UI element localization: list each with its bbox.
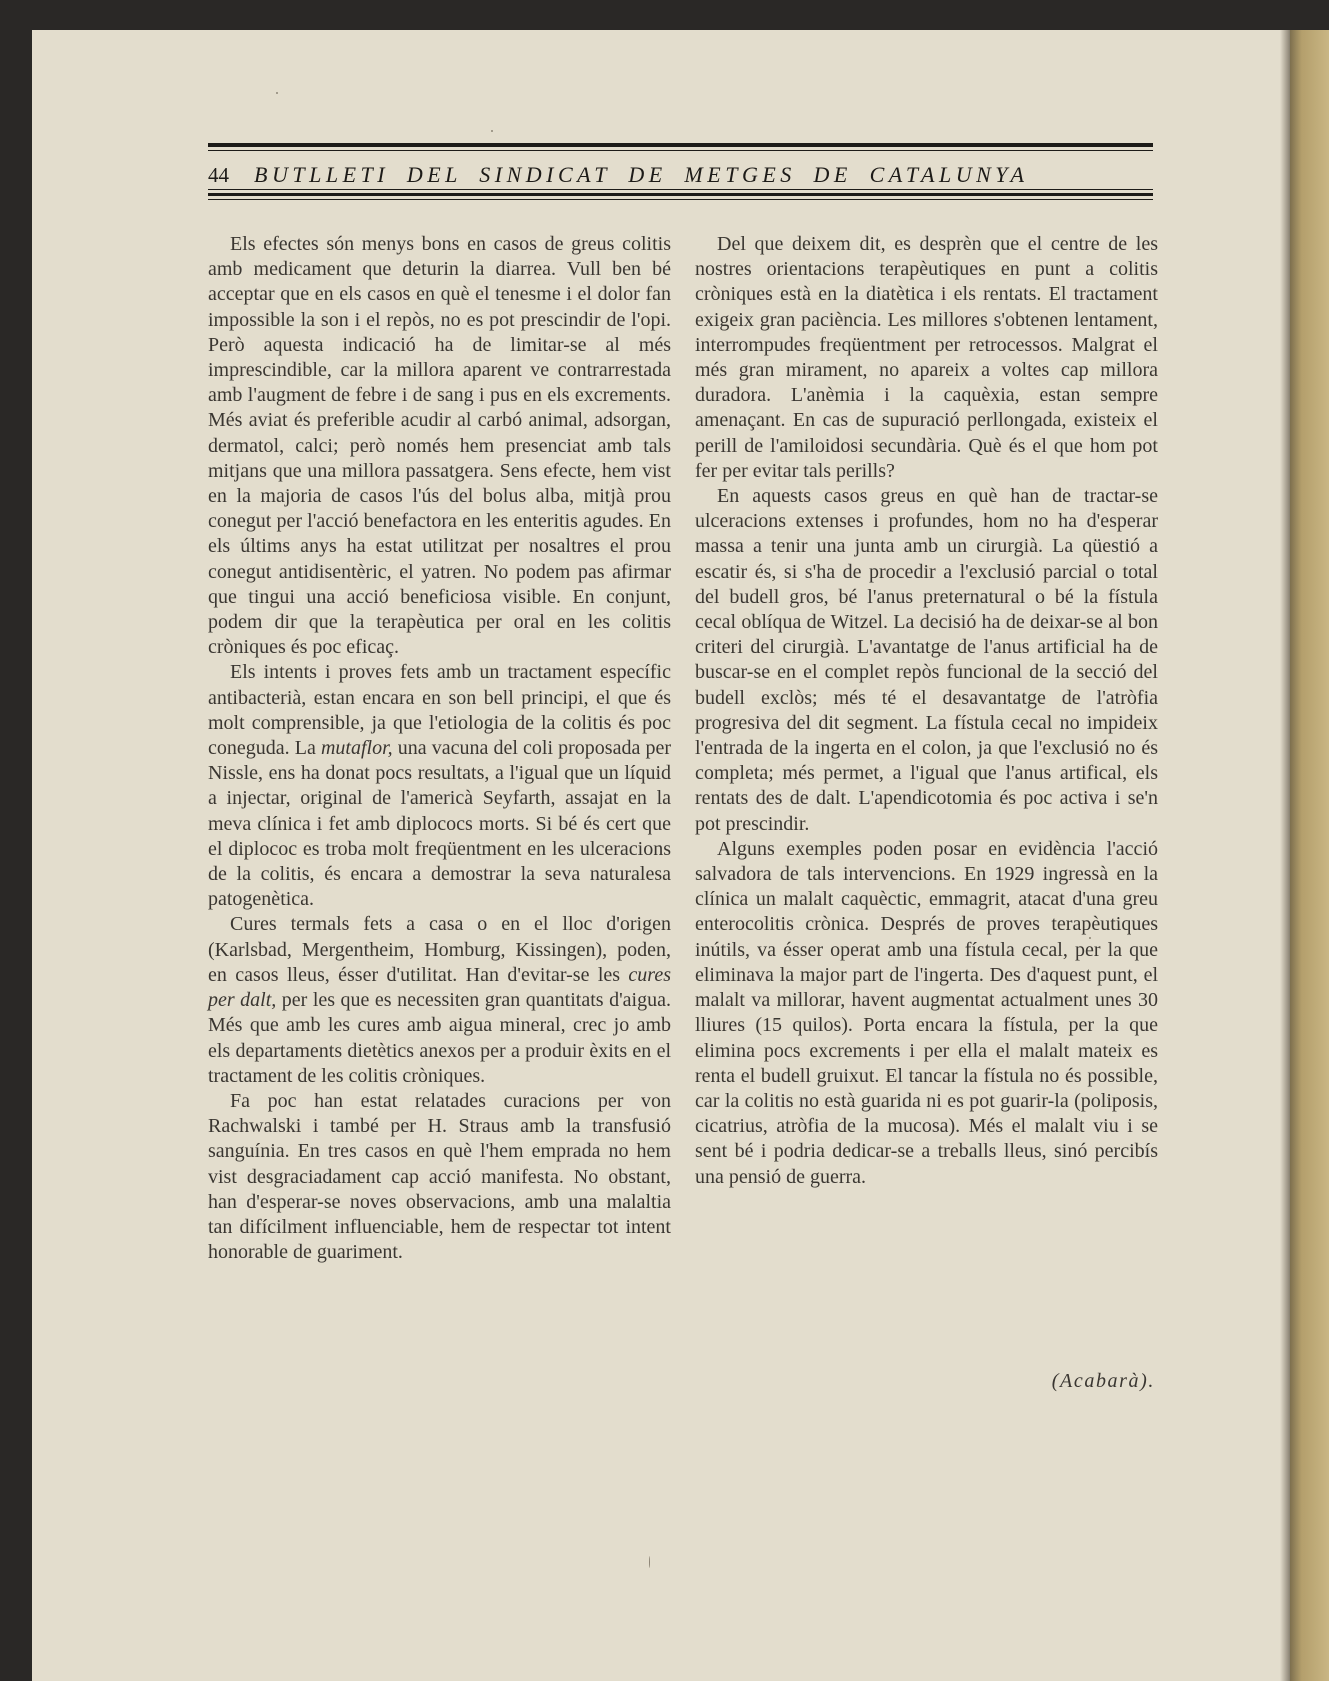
paragraph-text: Els efectes són menys bons en casos de greus colitis amb medicament que deturin la diarrea. Vull ben bé acceptar que en els casos en què el tenesme i el dolor fan impossible la son i el repòs, no es pot prescindir de l'opi. Però aquesta indicació ha de limitar-se al més imprescindible, car la millora aparent ve contrarrestada amb l'augment de febre i de sang i pus en els excrements. Més aviat és preferible acudir al carbó animal, adsorgan, dermatol, calci; però només hem presenciat amb tals mitjans que una millora passatgera. Sens efecte, hem vist en la majoria de casos l'ús del bolus alba, mitjà prou conegut per l'acció benefactora en les enteritis agudes. En els últims anys ha estat utilitzat per nosaltres el prou conegut antidisentèric, el yatren. No podem pas afirmar que tingui una acció beneficiosa visible. En conjunt, podem dir que la terapèutica per oral en les colitis cròniques és poc eficaç. xyxy=(208,233,671,659)
paragraph xyxy=(208,660,671,912)
paragraph-text: En aquests casos greus en què han de tractar-se ulceracions extenses i profundes, hom no ha d'esperar massa a tenir una junta amb un cirurgià. La qüestió a escatir és, si s'ha de procedir a l'exclusió parcial o total del budell gros, bé l'anus preternatural o bé la fístula cecal oblíqua de Witzel. La decisió ha de deixar-se al bon criteri del cirurgià. L'avantatge de l'anus artificial ha de buscar-se en el complet repòs funcional de la secció del budell exclòs; més té el desavantatge de l'atròfia progresiva del dit segment. La fístula cecal no impideix l'entrada de la ingerta en el colon, ja que l'exclusió no és completa; més permet, a l'igual que l'anus artifical, els rentats des de dalt. L'apendicotomia és poc activa i se'n pot prescindir. xyxy=(695,485,1158,835)
paragraph-text: Cures termals fets a casa o en el lloc d'origen (Karlsbad, Mergentheim, Homburg, Kissingen), poden, en casos lleus, ésser d'utilitat. Han d'evitar-se les xyxy=(208,913,671,986)
paragraph-text: per les que es necessiten gran quantitats d'aigua. Més que amb les cures amb aigua mineral, crec jo amb els departaments dietètics anexos per a produir èxits en el tractament de les colitis cròniques. xyxy=(208,989,671,1087)
header-rule-bottom-thick xyxy=(208,193,1153,196)
paragraph xyxy=(208,1089,671,1265)
running-head xyxy=(208,158,1153,192)
journal-title: BUTLLETI DEL SINDICAT DE METGES DE CATALUNYA xyxy=(254,162,1029,187)
paragraph-text: una vacuna del coli proposada per Nissle, ens ha donat pocs resultats, a l'igual que un líquid a injectar, original de l'americà Seyfarth, assajat en la meva clínica i fet amb diplococs morts. Si bé és cert que el diplococ es troba molt freqüentment en les ulceracions de la colitis, és encara a demostrar la seva naturalesa patogenètica. xyxy=(208,737,671,911)
page-number: 44 xyxy=(208,162,229,187)
paper-speck xyxy=(649,1556,650,1568)
to-be-continued-note: (Acabarà). xyxy=(1051,1370,1155,1392)
paragraph-text: Alguns exemples poden posar en evidència l'acció salvadora de tals intervencions. En 1929 ingressà en la clínica un malalt caquèctic, emmagrit, atacat d'una greu enterocolitis crònica. Després de proves terapèutiques inútils, va ésser operat amb una fístula cecal, per la que eliminava la major part de l'ingerta. Des d'aquest punt, el malalt va millorar, havent augmentat actualment unes 30 lliures (15 quilos). Porta encara la fístula, per la que elimina pocs excrements i per ella el malalt mateix es renta el budell gruixut. El tancar la fístula no és possible, car la colitis no està guarida ni es pot guarir-la (poliposis, cicatrius, atròfia de la mucosa). Més el malalt viu i se sent bé i podria dedicar-se a treballs lleus, sinó percibís una pensió de guerra. xyxy=(695,837,1158,1188)
paragraph-text: Fa poc han estat relatades curacions per von Rachwalski i també per H. Straus amb la transfusió sanguínia. En tres casos en què l'hem emprada no hem vist desgraciadament cap acció manifesta. No obstant, han d'esperar-se noves observacions, amb una malaltia tan difícilment influenciable, hem de respectar tot intent honorable de guariment. xyxy=(208,1089,671,1264)
paper-speck xyxy=(491,130,493,132)
header-rule-bottom-thin xyxy=(208,189,1153,190)
text-column-left xyxy=(208,232,671,1265)
header-rule-top-thick xyxy=(208,143,1153,147)
paper-speck xyxy=(276,92,278,94)
paragraph-text: Els intents i proves fets amb un tractament específic antibacterià, estan encara en son bell principi, el que és molt comprensible, ja que l'etiologia de la colitis és poc coneguda. La xyxy=(208,661,671,760)
paragraph xyxy=(208,232,671,660)
text-column-right xyxy=(695,232,1158,1190)
paragraph xyxy=(695,232,1158,484)
header-rule-top-thin xyxy=(208,150,1153,151)
header-rule-bottom-extra xyxy=(208,199,1153,200)
paper-speck xyxy=(1089,937,1091,939)
italic-term: cures per dalt, xyxy=(208,963,671,1012)
paragraph xyxy=(695,484,1158,837)
facing-page-edge xyxy=(1290,30,1329,1681)
paragraph xyxy=(208,912,671,1088)
paragraph-text: Del que deixem dit, es desprèn que el centre de les nostres orientacions terapèutiques en punt a colitis cròniques està en la diatètica i els rentats. El tractament exigeix gran paciència. Les millores s'obtenen lentament, interrompudes freqüentment per retrocessos. Malgrat el més gran mirament, no apareix a voltes cap millora duradora. L'anèmia i la caquèxia, estan sempre amenaçant. En cas de supuració perllongada, existeix el perill de l'amiloidosi secundària. Què és el que hom pot fer per evitar tals perills? xyxy=(695,233,1158,482)
italic-term: mutaflor, xyxy=(320,737,393,760)
paragraph xyxy=(695,837,1158,1190)
